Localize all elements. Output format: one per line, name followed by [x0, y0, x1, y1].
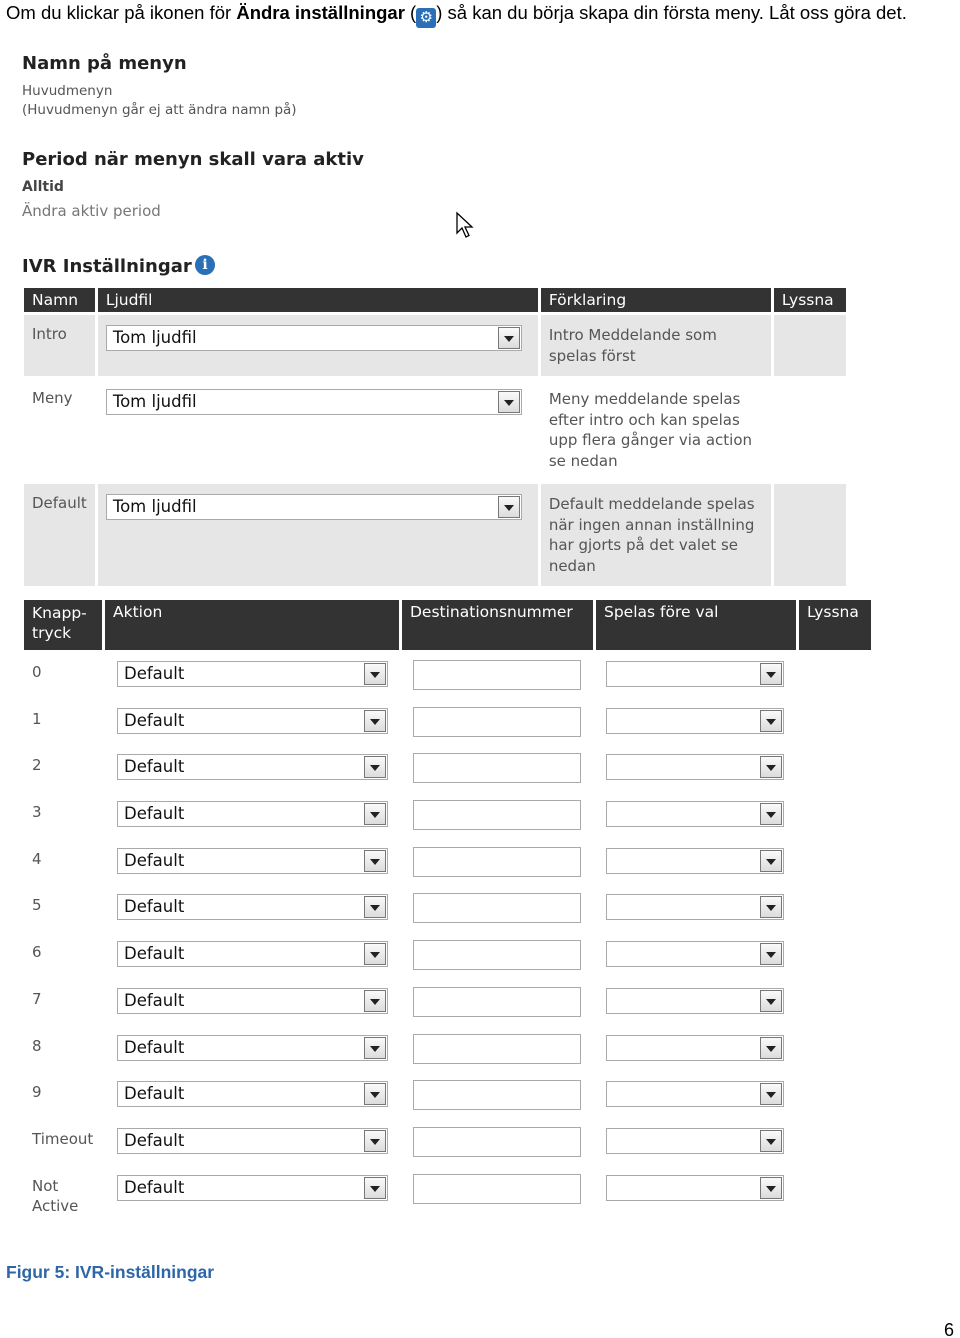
row-name: Intro — [24, 315, 95, 376]
action-select[interactable] — [117, 1081, 388, 1107]
action-select[interactable] — [117, 848, 388, 874]
select-value: Default — [124, 710, 185, 730]
select-value: Default — [124, 664, 185, 683]
dropdown-arrow-icon[interactable] — [760, 1130, 782, 1152]
key-label — [24, 933, 102, 977]
page-number: 6 — [943, 1320, 954, 1338]
select-value: Default — [124, 804, 185, 824]
dropdown-arrow-icon[interactable] — [498, 496, 520, 518]
listen-cell — [799, 793, 871, 837]
intro-open-paren: ( — [404, 2, 417, 23]
col-aktion: Aktion — [105, 600, 399, 650]
col-knapptryck-line: tryck — [32, 624, 72, 642]
key-label-line: 0 — [32, 663, 42, 681]
listen-cell — [799, 933, 871, 977]
explanation-line: Intro Meddelande som — [548, 326, 717, 344]
ivr-row-meny — [24, 379, 846, 481]
dropdown-arrow-icon[interactable] — [364, 1083, 386, 1105]
select-value: Default — [124, 944, 185, 964]
action-select[interactable] — [117, 661, 388, 687]
key-label-line: Not — [32, 1176, 59, 1195]
key-label — [24, 1027, 102, 1071]
settings-gear-icon: ⚙ — [416, 8, 436, 28]
row-name: Default — [24, 484, 95, 586]
explanation-line: upp flera gånger via action — [548, 431, 753, 449]
ivr-heading: IVR Inställningar — [22, 256, 192, 277]
col-lyssna: Lyssna — [799, 600, 871, 650]
col-knapptryck-line: Knapp- — [32, 604, 87, 622]
col-forklaring: Förklaring — [541, 288, 771, 312]
key-label-line: 7 — [32, 989, 42, 1008]
dropdown-arrow-icon[interactable] — [364, 710, 386, 732]
listen-cell — [799, 1027, 871, 1071]
key-label — [24, 793, 102, 837]
dropdown-arrow-icon[interactable] — [760, 990, 782, 1012]
menu-name-value: Huvudmenyn — [22, 83, 113, 99]
action-select[interactable] — [117, 894, 388, 920]
dropdown-arrow-icon[interactable] — [498, 327, 520, 349]
play-before-select[interactable] — [606, 988, 784, 1014]
row-explanation — [541, 315, 771, 376]
period-value: Alltid — [22, 179, 64, 195]
dropdown-arrow-icon[interactable] — [760, 663, 782, 685]
action-select[interactable] — [117, 988, 388, 1014]
intro-text-after: ) så kan du börja skapa din första meny. Låt oss göra det. — [436, 2, 907, 23]
explanation-line: Default meddelande spelas — [548, 495, 755, 513]
dropdown-arrow-icon[interactable] — [364, 663, 386, 685]
dropdown-arrow-icon[interactable] — [760, 850, 782, 872]
intro-text-before: Om du klickar på ikonen för — [6, 2, 237, 23]
key-label-line: 5 — [32, 896, 42, 915]
play-before-select[interactable] — [606, 1128, 784, 1154]
select-value: Default — [124, 850, 185, 870]
keypress-row — [24, 1167, 871, 1216]
key-label-line: 4 — [32, 849, 42, 868]
audio-file-select[interactable] — [106, 325, 522, 351]
listen-cell — [799, 1120, 871, 1164]
col-lyssna: Lyssna — [774, 288, 846, 312]
keypress-row — [24, 793, 871, 837]
key-label-line: 8 — [32, 1036, 42, 1055]
mouse-cursor-icon — [455, 211, 475, 241]
select-value: Tom ljudfil — [112, 497, 197, 516]
action-select[interactable] — [117, 1035, 388, 1061]
key-label — [24, 886, 102, 930]
dropdown-arrow-icon[interactable] — [760, 1083, 782, 1105]
key-label — [24, 980, 102, 1024]
destination-number-input[interactable] — [413, 847, 581, 877]
explanation-line: Meny meddelande spelas — [548, 390, 741, 408]
explanation-line: efter intro och kan spelas — [548, 410, 740, 429]
menu-name-heading: Namn på menyn — [22, 53, 187, 74]
col-knapptryck — [24, 600, 102, 650]
intro-paragraph — [6, 2, 907, 28]
key-label — [24, 840, 102, 884]
play-before-select[interactable] — [606, 708, 784, 734]
dropdown-arrow-icon[interactable] — [760, 803, 782, 825]
explanation-line: spelas först — [548, 346, 636, 365]
dropdown-arrow-icon[interactable] — [760, 710, 782, 732]
key-label-line: 1 — [32, 709, 42, 728]
play-before-select[interactable] — [606, 1081, 784, 1107]
dropdown-arrow-icon[interactable] — [364, 990, 386, 1012]
col-namn: Namn — [24, 288, 95, 312]
audio-file-select[interactable] — [106, 389, 522, 415]
dropdown-arrow-icon[interactable] — [364, 943, 386, 965]
select-value: Tom ljudfil — [112, 328, 197, 347]
key-label-line: 6 — [32, 943, 42, 962]
select-value: Default — [124, 897, 185, 917]
keypress-row — [24, 746, 871, 790]
ivr-row-default — [24, 484, 846, 586]
destination-number-input[interactable] — [413, 987, 581, 1017]
keypress-row — [24, 1027, 871, 1071]
select-value: Default — [124, 1037, 185, 1057]
dropdown-arrow-icon[interactable] — [364, 850, 386, 872]
action-select[interactable] — [117, 801, 388, 827]
keypress-row — [24, 980, 871, 1024]
play-before-select[interactable] — [606, 754, 784, 780]
dropdown-arrow-icon[interactable] — [760, 943, 782, 965]
dropdown-arrow-icon[interactable] — [760, 1037, 782, 1059]
key-label — [24, 1073, 102, 1117]
col-spelas-fore-val: Spelas före val — [596, 600, 796, 650]
dropdown-arrow-icon[interactable] — [498, 391, 520, 413]
row-explanation — [541, 379, 771, 481]
select-value: Default — [124, 1130, 185, 1150]
destination-number-input[interactable] — [413, 800, 581, 830]
select-value: Default — [124, 757, 185, 777]
action-select[interactable] — [117, 941, 388, 967]
key-label — [24, 653, 102, 697]
key-label-line: Timeout — [32, 1129, 94, 1148]
explanation-line: nedan — [548, 556, 596, 575]
key-label — [24, 700, 102, 744]
listen-cell — [799, 746, 871, 790]
destination-number-input[interactable] — [413, 753, 581, 783]
ivr-row-intro — [24, 315, 846, 376]
destination-number-input[interactable] — [413, 1080, 581, 1110]
play-before-select[interactable] — [606, 1175, 784, 1201]
dropdown-arrow-icon[interactable] — [364, 896, 386, 918]
select-value: Default — [124, 1084, 185, 1104]
key-label-line: 3 — [32, 803, 42, 822]
action-select[interactable] — [117, 1128, 388, 1154]
dropdown-arrow-icon[interactable] — [760, 756, 782, 778]
explanation-line: har gjorts på det valet se — [548, 536, 738, 554]
action-select[interactable] — [117, 708, 388, 734]
keypress-row — [24, 1120, 871, 1164]
dropdown-arrow-icon[interactable] — [364, 756, 386, 778]
destination-number-input[interactable] — [413, 707, 581, 737]
action-select[interactable] — [117, 1175, 388, 1201]
listen-cell — [799, 1167, 871, 1216]
audio-file-select[interactable] — [106, 494, 522, 520]
dropdown-arrow-icon[interactable] — [760, 896, 782, 918]
listen-cell — [799, 700, 871, 744]
listen-cell — [799, 840, 871, 884]
listen-cell — [774, 379, 846, 481]
play-before-select[interactable] — [606, 894, 784, 920]
select-value: Tom ljudfil — [112, 392, 197, 411]
destination-number-input[interactable] — [413, 940, 581, 970]
menu-name-note: (Huvudmenyn går ej att ändra namn på) — [22, 102, 297, 118]
play-before-select[interactable] — [606, 801, 784, 827]
keypress-row — [24, 1073, 871, 1117]
dropdown-arrow-icon[interactable] — [364, 1130, 386, 1152]
explanation-line: se nedan — [548, 451, 618, 470]
listen-cell — [799, 886, 871, 930]
intro-text-bold: Ändra inställningar — [236, 2, 405, 23]
dropdown-arrow-icon[interactable] — [364, 803, 386, 825]
key-label-line: 2 — [32, 756, 42, 775]
dropdown-arrow-icon[interactable] — [364, 1177, 386, 1199]
keypress-row — [24, 700, 871, 744]
row-explanation — [541, 484, 771, 586]
key-label-line: Active — [32, 1196, 79, 1215]
keypress-table — [21, 597, 874, 1219]
explanation-line: när ingen annan inställning — [548, 515, 755, 534]
ivr-settings-table — [21, 285, 849, 589]
destination-number-input[interactable] — [413, 1127, 581, 1157]
col-destination: Destinationsnummer — [402, 600, 593, 650]
action-select[interactable] — [117, 754, 388, 780]
select-value: Default — [124, 1177, 185, 1197]
info-icon[interactable]: i — [195, 255, 215, 275]
destination-number-input[interactable] — [413, 660, 581, 690]
keypress-row — [24, 653, 871, 697]
listen-cell — [774, 315, 846, 376]
listen-cell — [799, 1073, 871, 1117]
row-name: Meny — [24, 379, 95, 481]
figure-caption: Figur 5: IVR-inställningar — [6, 1262, 215, 1282]
play-before-select[interactable] — [606, 848, 784, 874]
period-heading: Period när menyn skall vara aktiv — [22, 149, 364, 170]
listen-cell — [799, 653, 871, 697]
select-value: Default — [124, 990, 185, 1010]
dropdown-arrow-icon[interactable] — [760, 1177, 782, 1199]
col-ljudfil: Ljudfil — [98, 288, 538, 312]
key-label — [24, 746, 102, 790]
keypress-row — [24, 933, 871, 977]
destination-number-input[interactable] — [413, 1034, 581, 1064]
listen-cell — [799, 980, 871, 1024]
keypress-row — [24, 840, 871, 884]
dropdown-arrow-icon[interactable] — [364, 1037, 386, 1059]
key-label — [24, 1167, 102, 1216]
key-label-line: 9 — [32, 1083, 42, 1102]
listen-cell — [774, 484, 846, 586]
keypress-row — [24, 886, 871, 930]
play-before-select[interactable] — [606, 1035, 784, 1061]
destination-number-input[interactable] — [413, 893, 581, 923]
play-before-select[interactable] — [606, 941, 784, 967]
play-before-select[interactable] — [606, 661, 784, 687]
change-period-link[interactable]: Ändra aktiv period — [22, 202, 161, 220]
key-label — [24, 1120, 102, 1164]
destination-number-input[interactable] — [413, 1174, 581, 1204]
